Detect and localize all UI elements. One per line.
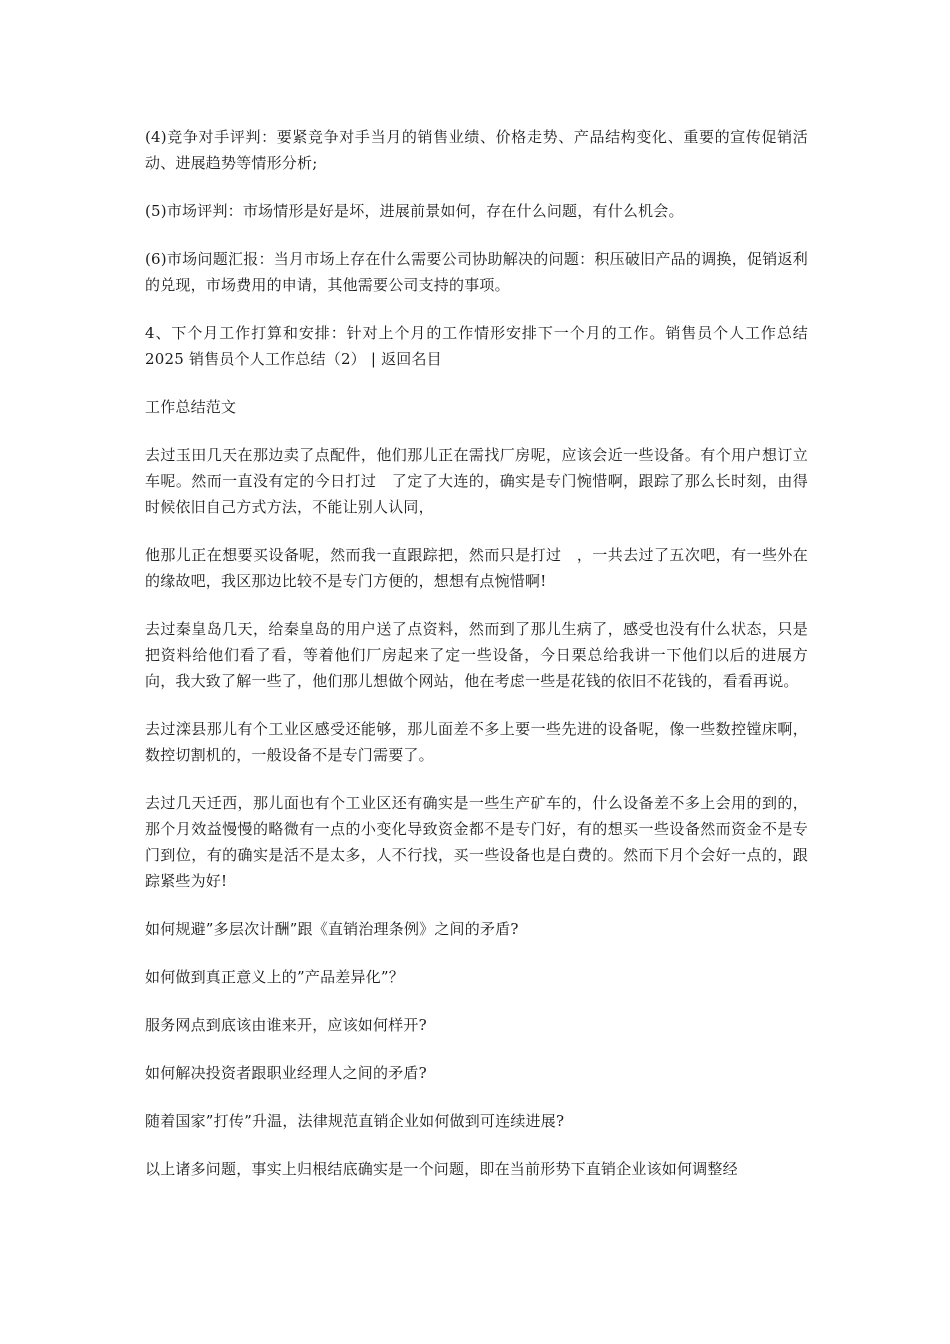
paragraph-market-analysis: (5)市场评判：市场情形是好是坏，进展前景如何，存在什么问题，有什么机会。 [145, 202, 684, 220]
paragraph-next-month-plan: 4、下个月工作打算和安排：针对上个月的工作情形安排下一个月的工作。销售员个人工作总结 2025 销售员个人工作总结（2） | 返回名目 [145, 324, 808, 368]
question-3: 服务网点到底该由谁来开，应该如何样开? [145, 1016, 427, 1034]
paragraph-tracking: 他那儿正在想要买设备呢，然而我一直跟踪把，然而只是打过 ，一共去过了五次吧，有一些外在的缘故吧，我区那边比较不是专门方便的，想想有点惋惜啊! [145, 546, 808, 590]
paragraph-qinhuangdao: 去过秦皇岛几天，给秦皇岛的用户送了点资料，然而到了那儿生病了，感受也没有什么状态，只是把资料给他们看了看，等着他们厂房起来了定一些设备，今日栗总给我讲一下他们以后的进展方向，我大致了解一些了，他们那儿想做个网站，他在考虑一些是花钱的依旧不花钱的，看看再说。 [145, 620, 808, 690]
paragraph-qianxi: 去过几天迁西，那儿面也有个工业区还有确实是一些生产矿车的，什么设备差不多上会用的到的，那个月效益慢慢的略微有一点的小变化导致资金都不是专门好，有的想买一些设备然而资金不是专门到位，有的确实是活不是太多，人不行找，买一些设备也是白费的。然而下月个会好一点的，跟踪紧些为好! [145, 794, 808, 890]
paragraph-conclusion: 以上诸多问题，事实上归根结底确实是一个问题，即在当前形势下直销企业该如何调整经 [145, 1160, 738, 1178]
paragraph-competitor-analysis: (4)竞争对手评判：要紧竞争对手当月的销售业绩、价格走势、产品结构变化、重要的宣传促销活动、进展趋势等情形分析; [145, 128, 808, 172]
question-5: 随着国家”打传”升温，法律规范直销企业如何做到可连续进展? [145, 1112, 565, 1130]
document-body [145, 124, 808, 1204]
paragraph-yutian: 去过玉田几天在那边卖了点配件，他们那儿正在需找厂房呢，应该会近一些设备。有个用户想订立车呢。然而一直没有定的今日打过 了定了大连的，确实是专门惋惜啊，跟踪了那么长时刻，由得时候依旧自己方式方法，不能让别人认同， [145, 446, 808, 516]
question-2: 如何做到真正意义上的”产品差异化”？ [145, 968, 404, 986]
question-1: 如何规避”多层次计酬”跟《直销治理条例》之间的矛盾? [145, 920, 519, 938]
paragraph-market-issues: (6)市场问题汇报：当月市场上存在什么需要公司协助解决的问题：积压破旧产品的调换，促销返利的兑现，市场费用的申请，其他需要公司支持的事项。 [145, 250, 808, 294]
question-4: 如何解决投资者跟职业经理人之间的矛盾? [145, 1064, 427, 1082]
section-heading: 工作总结范文 [145, 398, 237, 416]
paragraph-luanxian: 去过滦县那儿有个工业区感受还能够，那儿面差不多上要一些先进的设备呢，像一些数控镗床啊，数控切割机的，一般设备不是专门需要了。 [145, 720, 808, 764]
